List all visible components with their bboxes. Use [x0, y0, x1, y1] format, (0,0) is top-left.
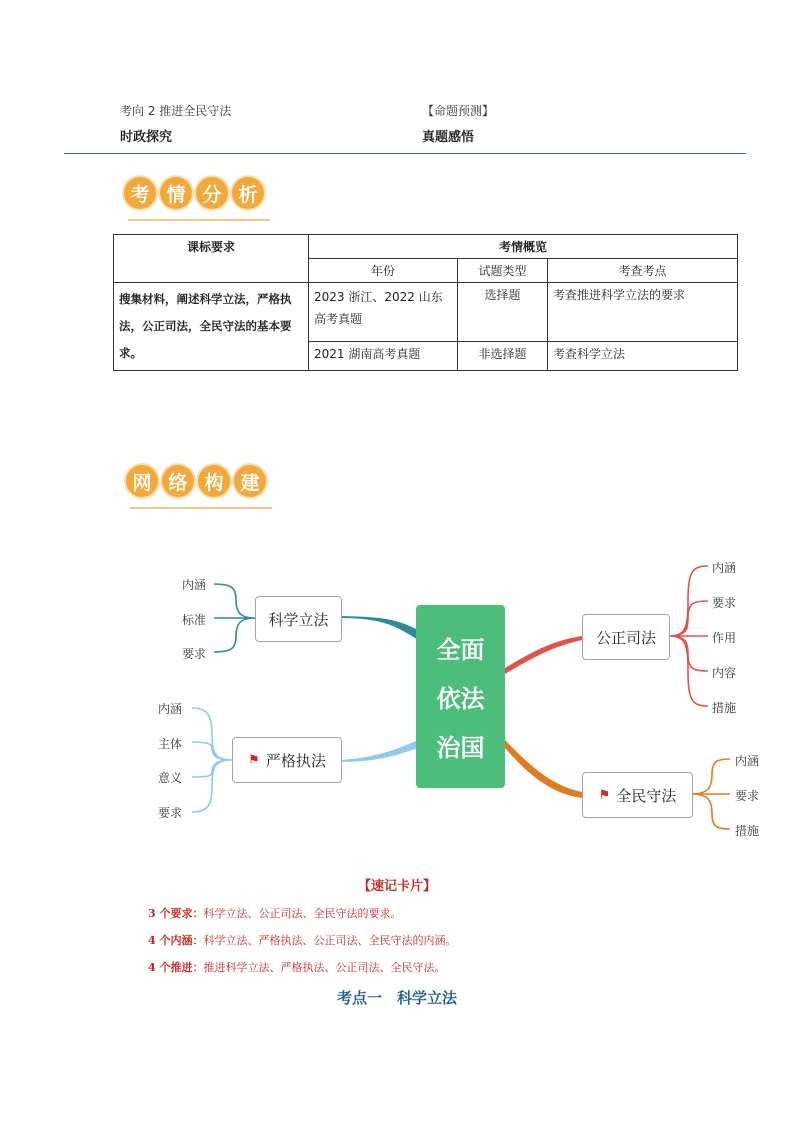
leaf-strict: 主体: [158, 737, 183, 751]
header-prediction: 【命题预测】: [422, 104, 495, 118]
table-cell-point: 考查推进科学立法的要求: [548, 283, 738, 342]
badge-char: 考: [124, 177, 156, 209]
card-line-head: 4 个内涵：: [148, 934, 204, 947]
node-label: 科学立法: [268, 610, 329, 629]
header-current-affairs: 时政探究: [120, 130, 173, 145]
kaodian-heading: 考点一 科学立法: [336, 989, 457, 1007]
leaves-science: [214, 584, 255, 652]
table-header-overview: 考情概览: [309, 235, 738, 259]
node-label: 公正司法: [595, 628, 656, 647]
leaves-justice: [668, 566, 708, 706]
badge-char: 构: [198, 465, 230, 497]
leaves-citizen: [691, 759, 730, 829]
center-line: 治国: [436, 734, 485, 762]
node-fair-justice: [582, 614, 670, 660]
leaf-justice: 内涵: [712, 561, 737, 575]
leaf-justice: 内容: [712, 666, 737, 680]
table-cell-year: 2023 浙江、2022 山东高考真题: [309, 283, 458, 342]
mindmap-center: [416, 605, 505, 788]
node-citizen-law-abiding: [582, 772, 693, 818]
card-line-head: 3 个要求：: [148, 907, 204, 920]
badge-char: 网: [126, 465, 158, 497]
leaf-citizen: 要求: [735, 789, 760, 803]
flag-icon: ⚑: [598, 787, 611, 803]
badge-char: 情: [160, 177, 192, 209]
table-subheader-type: 试题类型: [458, 259, 548, 283]
table-subheader-point: 考查考点: [548, 259, 738, 283]
leaf-citizen: 措施: [735, 824, 760, 838]
branch-strict: [340, 740, 418, 762]
card-line-text: 科学立法、公正司法、全民守法的要求。: [203, 907, 402, 920]
node-label: 全民守法: [616, 786, 677, 805]
node-strict-enforcement: [232, 737, 342, 783]
flag-icon: ⚑: [248, 752, 260, 768]
leaf-justice: 措施: [712, 701, 737, 715]
leaf-strict: 意义: [158, 771, 183, 785]
branch-citizen: [505, 740, 582, 798]
badge-char: 建: [234, 465, 266, 497]
card-line: [148, 932, 456, 948]
branch-science: [340, 616, 418, 640]
badge-char: 络: [162, 465, 194, 497]
leaf-science: 标准: [182, 613, 207, 627]
leaf-science: 内涵: [182, 578, 207, 592]
leaf-citizen: 内涵: [735, 754, 760, 768]
leaf-strict: 要求: [158, 806, 183, 820]
header-real-questions: 真题感悟: [422, 130, 475, 145]
card-line-text: 科学立法、严格执法、公正司法、全民守法的内涵。: [203, 934, 457, 947]
table-subheader-year: 年份: [309, 259, 458, 283]
badge-char: 析: [232, 177, 264, 209]
node-science-legislation: [255, 596, 342, 642]
card-line: [148, 905, 401, 921]
table-requirement-cell: 搜集材料，阐述科学立法，严格执法，公正司法，全民守法的基本要求。: [114, 283, 309, 371]
center-line: 依法: [436, 685, 485, 713]
card-line-head: 4 个推进：: [148, 961, 204, 974]
node-label: 严格执法: [265, 751, 326, 770]
table-cell-point: 考查科学立法: [548, 342, 738, 371]
leaf-justice: 作用: [712, 631, 737, 645]
badge-char: 分: [196, 177, 228, 209]
card-line: [148, 959, 445, 975]
header-topic: 考向 2 推进全民守法: [120, 104, 232, 118]
branch-justice: [505, 636, 582, 674]
center-line: 全面: [436, 636, 485, 664]
table-cell-type: 非选择题: [458, 342, 548, 371]
table-cell-type: 选择题: [458, 283, 548, 342]
card-title: 【速记卡片】: [357, 879, 436, 894]
card-line-text: 推进科学立法、严格执法、公正司法、全民守法。: [203, 961, 446, 974]
leaf-strict: 内涵: [158, 702, 183, 716]
leaves-strict: [192, 708, 232, 812]
table-header-requirement: 课标要求: [114, 235, 309, 283]
leaf-science: 要求: [182, 647, 207, 661]
table-cell-year: 2021 湖南高考真题: [309, 342, 458, 371]
leaf-justice: 要求: [712, 596, 737, 610]
